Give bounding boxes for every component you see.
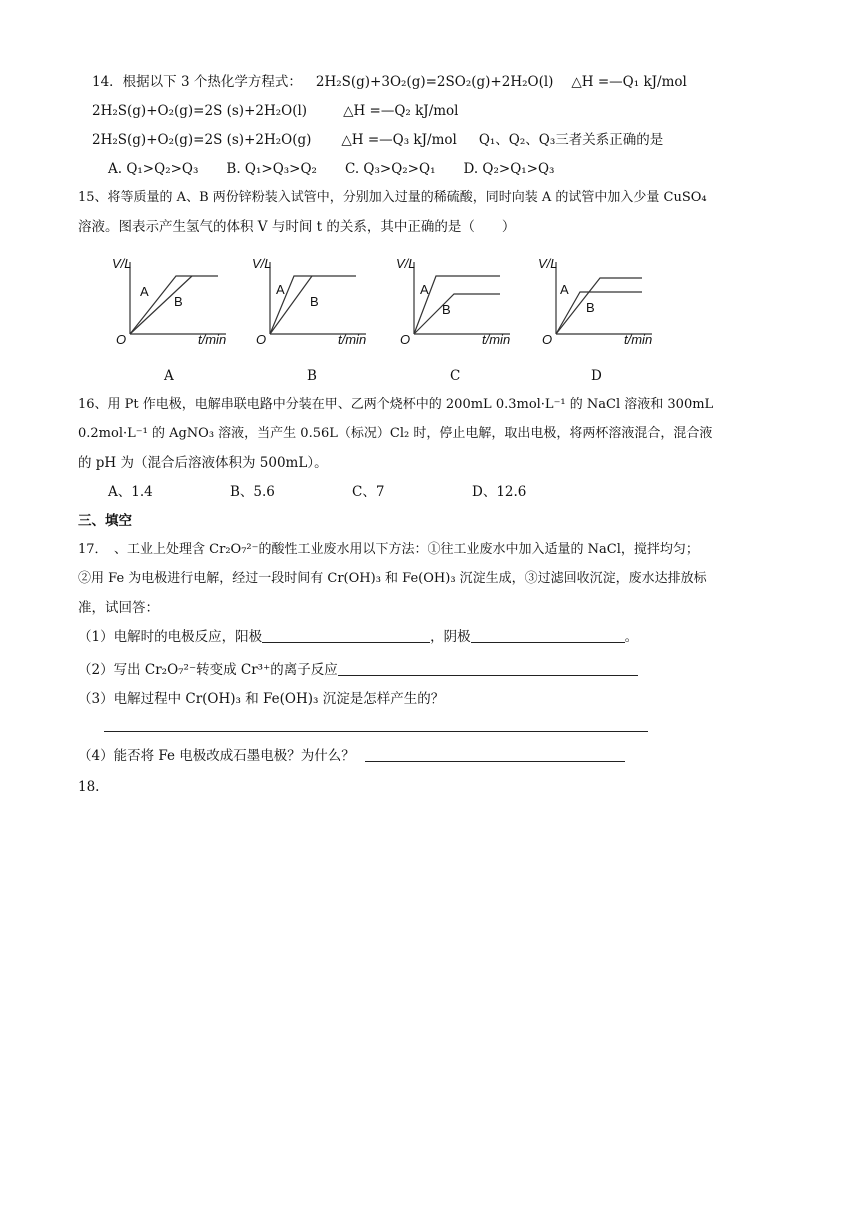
graph-a-curve-a: A — [140, 284, 149, 299]
q17-sub1-anode-label: （1）电解时的电极反应，阳极 — [78, 629, 263, 645]
graph-c-xlabel: t/min — [482, 332, 511, 347]
graph-d-xlabel: t/min — [624, 332, 653, 347]
q18-label: 18. — [78, 779, 100, 795]
graph-a-ylabel: V/L — [112, 256, 132, 271]
graph-b — [248, 254, 378, 358]
graph-c-ylabel: V/L — [396, 256, 416, 271]
graph-c — [392, 254, 522, 358]
q14-eq2: 2H₂S(g)+O₂(g)=2S (s)+2H₂O(l) — [92, 103, 308, 119]
q16-line2: 0.2mol·L⁻¹ 的 AgNO₃ 溶液，当产生 0.56L（标况）Cl₂ 时，停止电解，取出电极，将两杯溶液混合，混合液 — [78, 426, 713, 441]
q16-option-c: C、7 — [352, 484, 385, 500]
graph-c-curve-a: A — [420, 282, 429, 297]
q17-line1: 17． 、工业上处理含 Cr₂O₇²⁻的酸性工业废水用以下方法：①往工业废水中加入适量的 NaCl，搅拌均匀； — [78, 542, 699, 557]
q15-line1: 15、将等质量的 A、B 两份锌粉装入试管中，分别加入过量的稀硫酸，同时向装 A 的试管中加入少量 CuSO₄ — [78, 190, 707, 205]
anode-answer-blank[interactable] — [262, 628, 430, 643]
q16-option-b: B、5.6 — [230, 484, 275, 500]
q14-eq1-dh: △H =—Q₁ kJ/mol — [571, 74, 687, 90]
q14-line1 — [92, 72, 687, 92]
q17-sub3: （3）电解过程中 Cr(OH)₃ 和 Fe(OH)₃ 沉淀是怎样产生的？ — [78, 691, 445, 707]
graph-b-xlabel: t/min — [338, 332, 367, 347]
graph-c-curve-b: B — [442, 302, 451, 317]
graph-b-ylabel: V/L — [252, 256, 272, 271]
q14-option-a: A. Q₁>Q₂>Q₃ — [108, 161, 199, 177]
q17-sub1-cathode-label: ，阴极 — [430, 629, 471, 645]
q14-eq3: 2H₂S(g)+O₂(g)=2S (s)+2H₂O(g) — [92, 132, 312, 148]
q14-eq1: 2H₂S(g)+3O₂(g)=2SO₂(g)+2H₂O(l) — [315, 74, 554, 90]
graph-b-origin: O — [256, 332, 267, 347]
q17-sub2-text: （2）写出 Cr₂O₇²⁻转变成 Cr³⁺的离子反应 — [78, 662, 338, 678]
caption-b: B — [307, 368, 317, 384]
graph-a — [108, 254, 238, 358]
q14-line2 — [92, 101, 459, 121]
graph-b-curve-b: B — [310, 294, 319, 309]
graph-a-curve-b: B — [174, 294, 183, 309]
graphite-answer-blank[interactable] — [365, 747, 625, 762]
q14-eq3-dh: △H =—Q₃ kJ/mol — [341, 132, 457, 148]
q17-sub4-text: （4）能否将 Fe 电极改成石墨电极？为什么？ — [78, 748, 355, 764]
q17-sub2 — [78, 660, 638, 680]
q17-sub1-end: 。 — [624, 629, 639, 645]
q14-option-d: D. Q₂>Q₁>Q₃ — [463, 161, 555, 177]
graph-d-ylabel: V/L — [538, 256, 558, 271]
q14-eq2-dh: △H =—Q₂ kJ/mol — [343, 103, 459, 119]
q16-option-d: D、12.6 — [472, 484, 527, 500]
q14-stem: 14．根据以下 3 个热化学方程式： — [92, 74, 302, 90]
caption-c: C — [450, 368, 461, 384]
precipitate-answer-blank[interactable] — [104, 717, 648, 732]
caption-d: D — [591, 368, 602, 384]
graph-b-curve-a: A — [276, 282, 285, 297]
q14-option-c: C. Q₃>Q₂>Q₁ — [344, 161, 436, 177]
graph-a-xlabel: t/min — [198, 332, 227, 347]
q14-question: Q₁、Q₂、Q₃三者关系正确的是 — [478, 132, 664, 148]
q14-option-b: B. Q₁>Q₃>Q₂ — [226, 161, 317, 177]
q17-line3: 准，试回答： — [78, 600, 159, 616]
graph-c-origin: O — [400, 332, 411, 347]
q16-option-a: A、1.4 — [108, 484, 153, 500]
q14-line3 — [92, 130, 663, 150]
graph-d-curve-b: B — [586, 300, 595, 315]
q17-sub4 — [78, 746, 625, 766]
ionic-reaction-blank[interactable] — [338, 661, 638, 676]
q17-sub1 — [78, 627, 638, 647]
q16-line3: 的 pH 为（混合后溶液体积为 500mL）。 — [78, 455, 328, 471]
q14-options — [108, 159, 554, 179]
graph-d-curve-a: A — [560, 282, 569, 297]
q16-line1: 16、用 Pt 作电极，电解串联电路中分装在甲、乙两个烧杯中的 200mL 0.3mol·L⁻¹ 的 NaCl 溶液和 300mL — [78, 397, 714, 412]
graph-a-origin: O — [116, 332, 127, 347]
q17-line2: ②用 Fe 为电极进行电解，经过一段时间有 Cr(OH)₃ 和 Fe(OH)₃ 沉淀生成，③过滤回收沉淀，废水达排放标 — [78, 571, 707, 586]
graph-d — [534, 254, 664, 358]
cathode-answer-blank[interactable] — [471, 628, 625, 643]
graph-d-origin: O — [542, 332, 553, 347]
section-title: 三、填空 — [78, 513, 132, 529]
q15-line2: 溶液。图表示产生氢气的体积 V 与时间 t 的关系，其中正确的是（ ） — [78, 219, 516, 235]
caption-a: A — [164, 368, 174, 384]
